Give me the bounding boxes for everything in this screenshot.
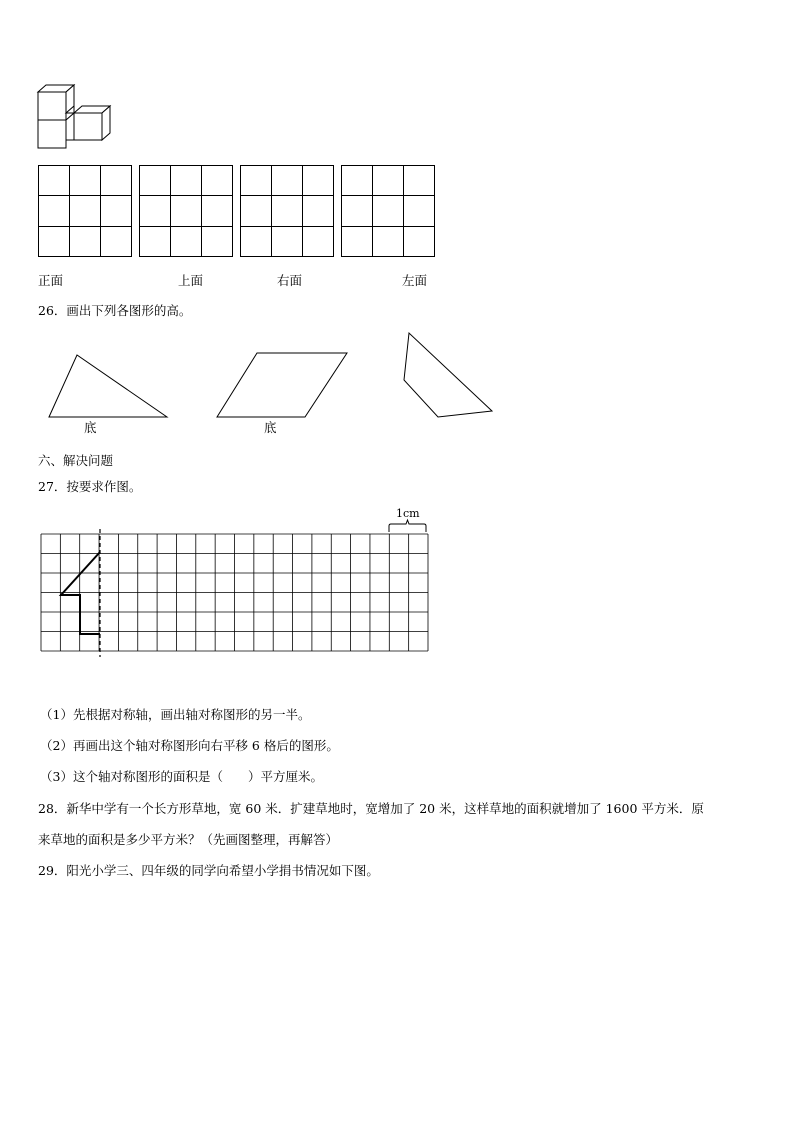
section-6-title: 六、解决问题 [38, 453, 114, 468]
label-right-view: 右面 [277, 273, 303, 288]
label-top-view: 上面 [178, 273, 204, 288]
question-27-part-2: （2）再画出这个轴对称图形向右平移 6 格后的图形。 [40, 738, 339, 753]
question-27-part-3: （3）这个轴对称图形的面积是（ ）平方厘米。 [40, 769, 323, 784]
question-27: 27．按要求作图。 [38, 479, 142, 494]
parallelogram-base-label: 底 [264, 420, 277, 435]
scale-label-1cm: 1cm [396, 507, 420, 520]
label-front-view: 正面 [38, 273, 64, 288]
question-28-line-1: 28．新华中学有一个长方形草地，宽 60 米．扩建草地时，宽增加了 20 米，这样草地的面积就增加了 1600 平方米．原 [38, 801, 704, 816]
question-27-part-1: （1）先根据对称轴，画出轴对称图形的另一半。 [40, 707, 311, 722]
view-grid-right[interactable] [240, 165, 334, 257]
view-grid-left[interactable] [341, 165, 435, 257]
question-26: 26．画出下列各图形的高。 [38, 303, 192, 318]
question-28-line-2: 来草地的面积是多少平方米？（先画图整理，再解答） [38, 832, 339, 847]
view-grid-front[interactable] [38, 165, 132, 257]
triangle-figure[interactable] [40, 350, 170, 422]
symmetry-grid[interactable] [40, 533, 430, 657]
question-29: 29．阳光小学三、四年级的同学向希望小学捐书情况如下图。 [38, 863, 379, 878]
triangle-base-label: 底 [84, 420, 97, 435]
scale-bracket [388, 520, 428, 534]
label-left-view: 左面 [402, 273, 428, 288]
view-grid-top[interactable] [139, 165, 233, 257]
trapezoid-figure[interactable] [400, 330, 496, 422]
cube-stack-figure [36, 82, 116, 152]
parallelogram-figure[interactable] [212, 350, 352, 422]
half-figure [61, 552, 100, 634]
